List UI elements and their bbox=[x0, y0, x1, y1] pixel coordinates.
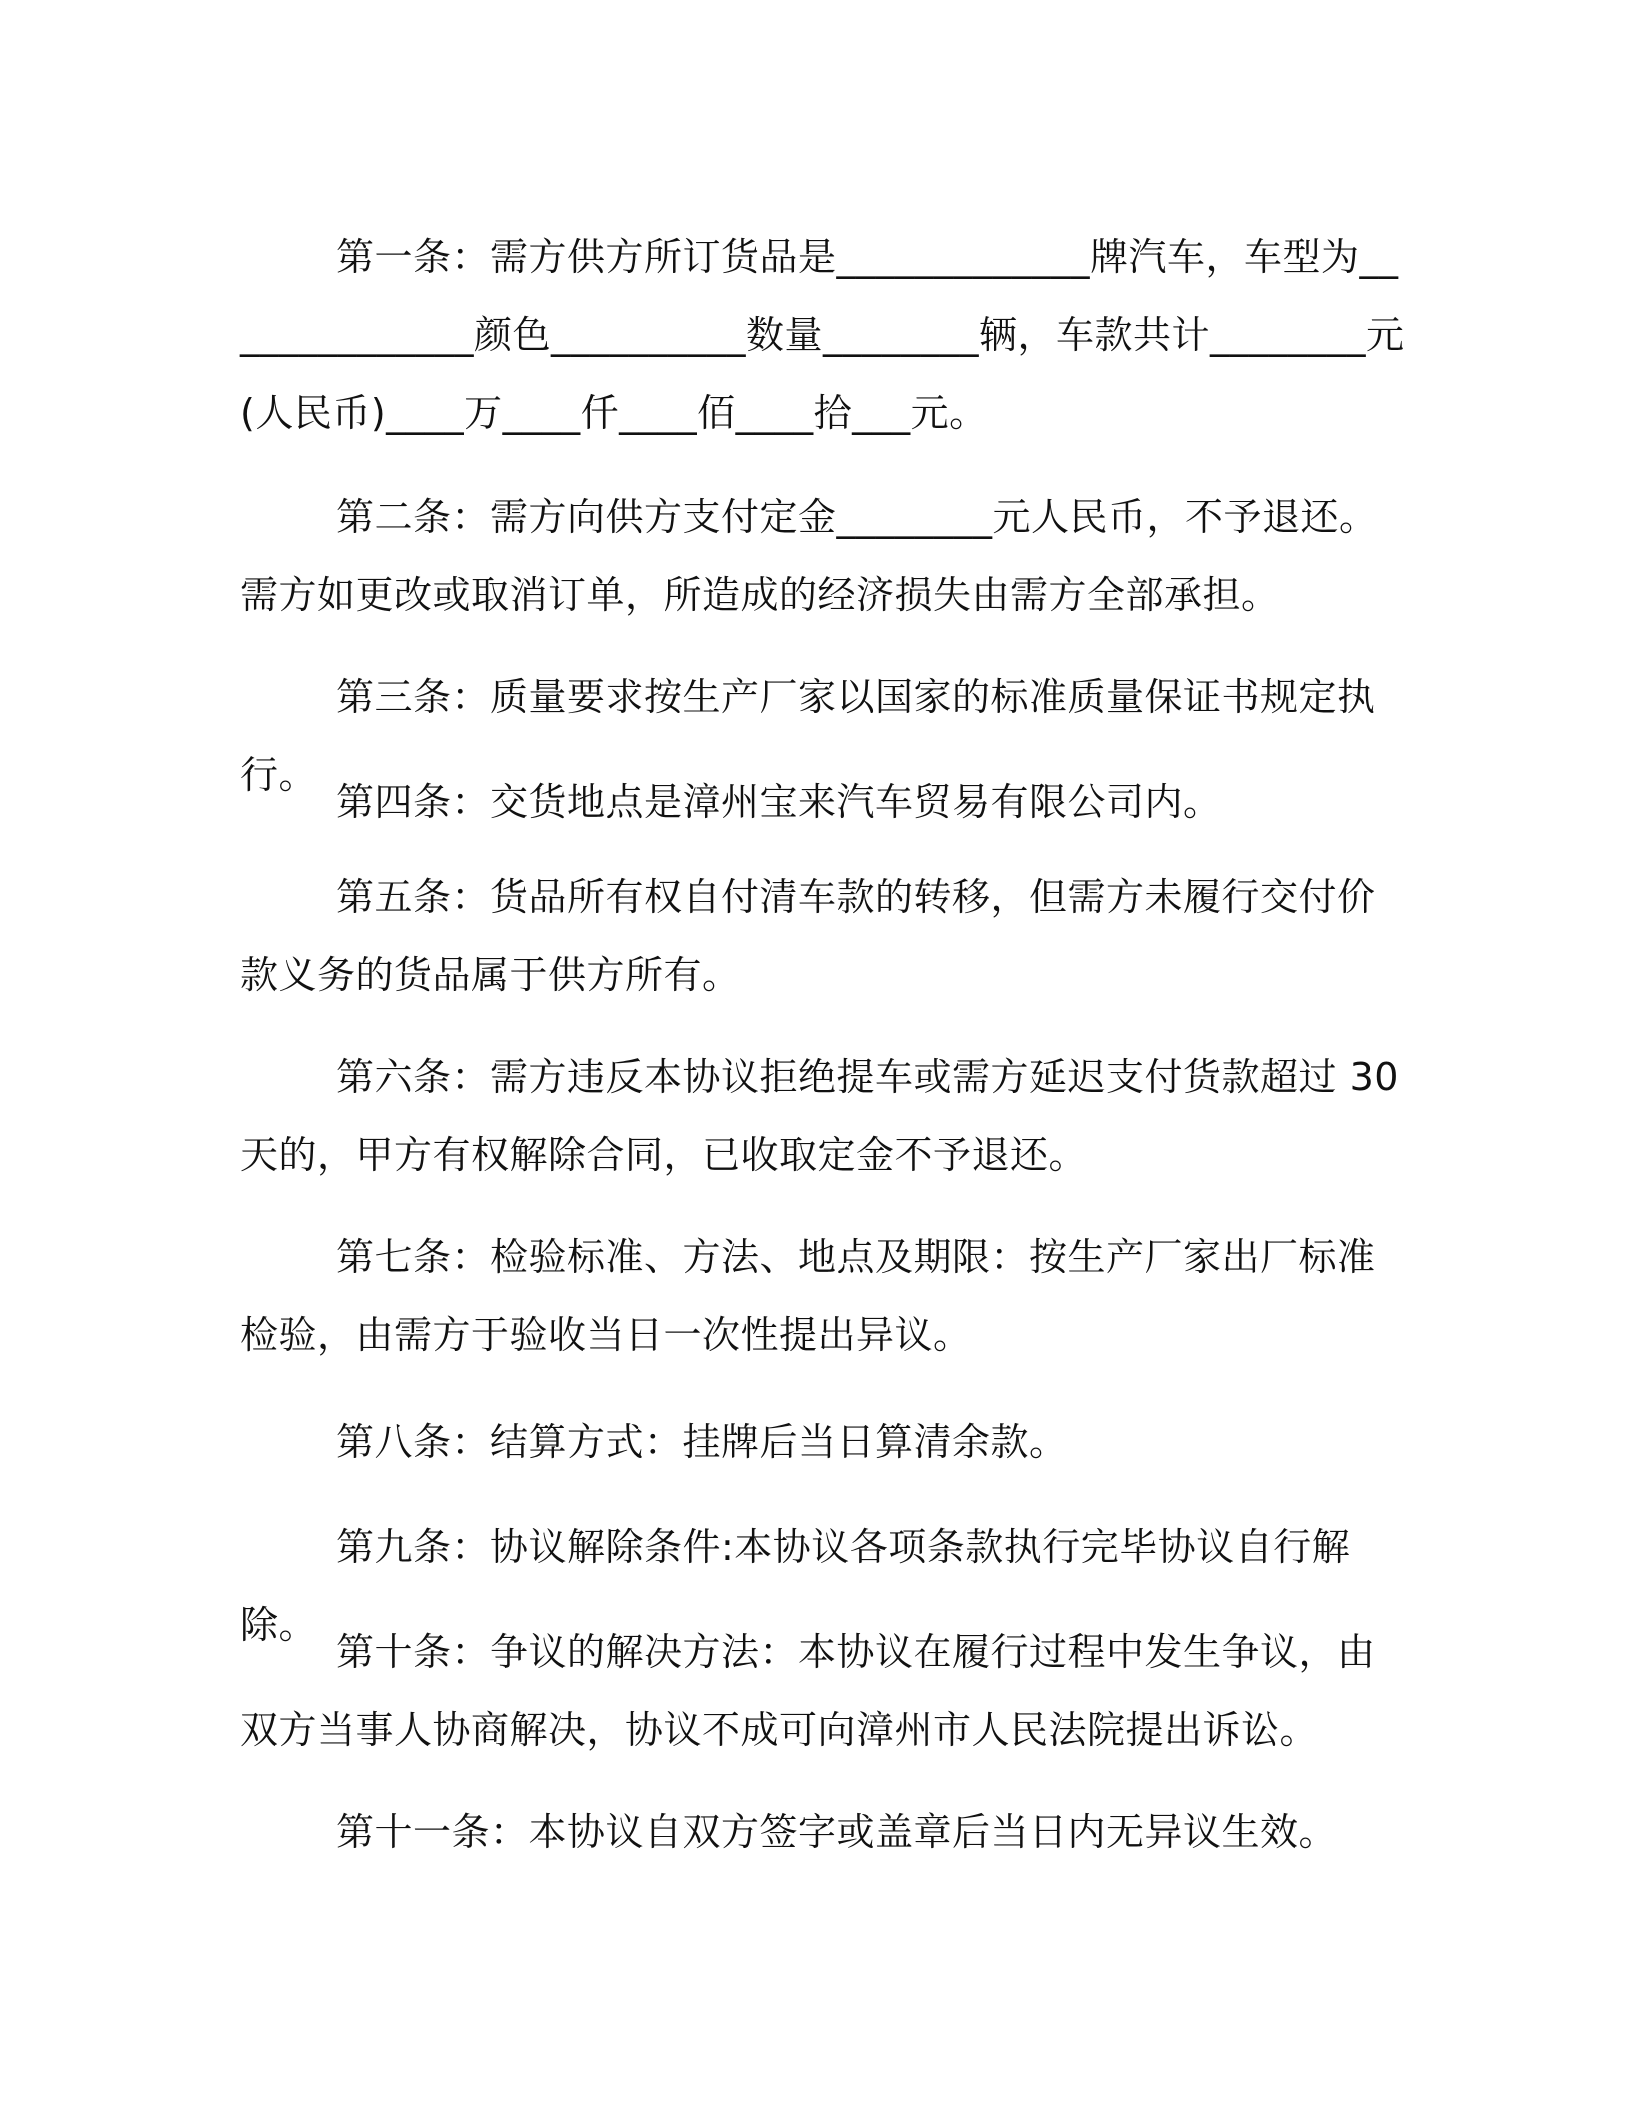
clause-4: 第四条：交货地点是漳州宝来汽车贸易有限公司内。 bbox=[336, 780, 1222, 824]
clause-5: 第五条：货品所有权自付清车款的转移，但需方未履行交付价款义务的货品属于供方所有。 bbox=[240, 875, 1376, 997]
clause-7: 第七条：检验标准、方法、地点及期限：按生产厂家出厂标准检验，由需方于验收当日一次性提出异议。 bbox=[240, 1235, 1376, 1357]
clause-10: 第十条：争议的解决方法：本协议在履行过程中发生争议，由双方当事人协商解决，协议不成可向漳州市人民法院提出诉讼。 bbox=[240, 1630, 1376, 1752]
clause-11: 第十一条：本协议自双方签字或盖章后当日内无异议生效。 bbox=[336, 1810, 1338, 1854]
clause-1: 第一条：需方供方所订货品是_____________牌汽车，车型为______________颜色__________数量________辆，车款共计________元(人民币)____万____仟____佰____拾___元。 bbox=[240, 235, 1405, 435]
clause-9: 第九条：协议解除条件:本协议各项条款执行完毕协议自行解除。 bbox=[240, 1525, 1351, 1647]
clause-2: 第二条：需方向供方支付定金________元人民币，不予退还。需方如更改或取消订单，所造成的经济损失由需方全部承担。 bbox=[240, 495, 1378, 617]
clause-3: 第三条：质量要求按生产厂家以国家的标准质量保证书规定执行。 bbox=[240, 675, 1376, 797]
clause-6: 第六条：需方违反本协议拒绝提车或需方延迟支付货款超过 30 天的，甲方有权解除合同，已收取定金不予退还。 bbox=[240, 1055, 1412, 1177]
clause-8: 第八条：结算方式：挂牌后当日算清余款。 bbox=[336, 1420, 1068, 1464]
